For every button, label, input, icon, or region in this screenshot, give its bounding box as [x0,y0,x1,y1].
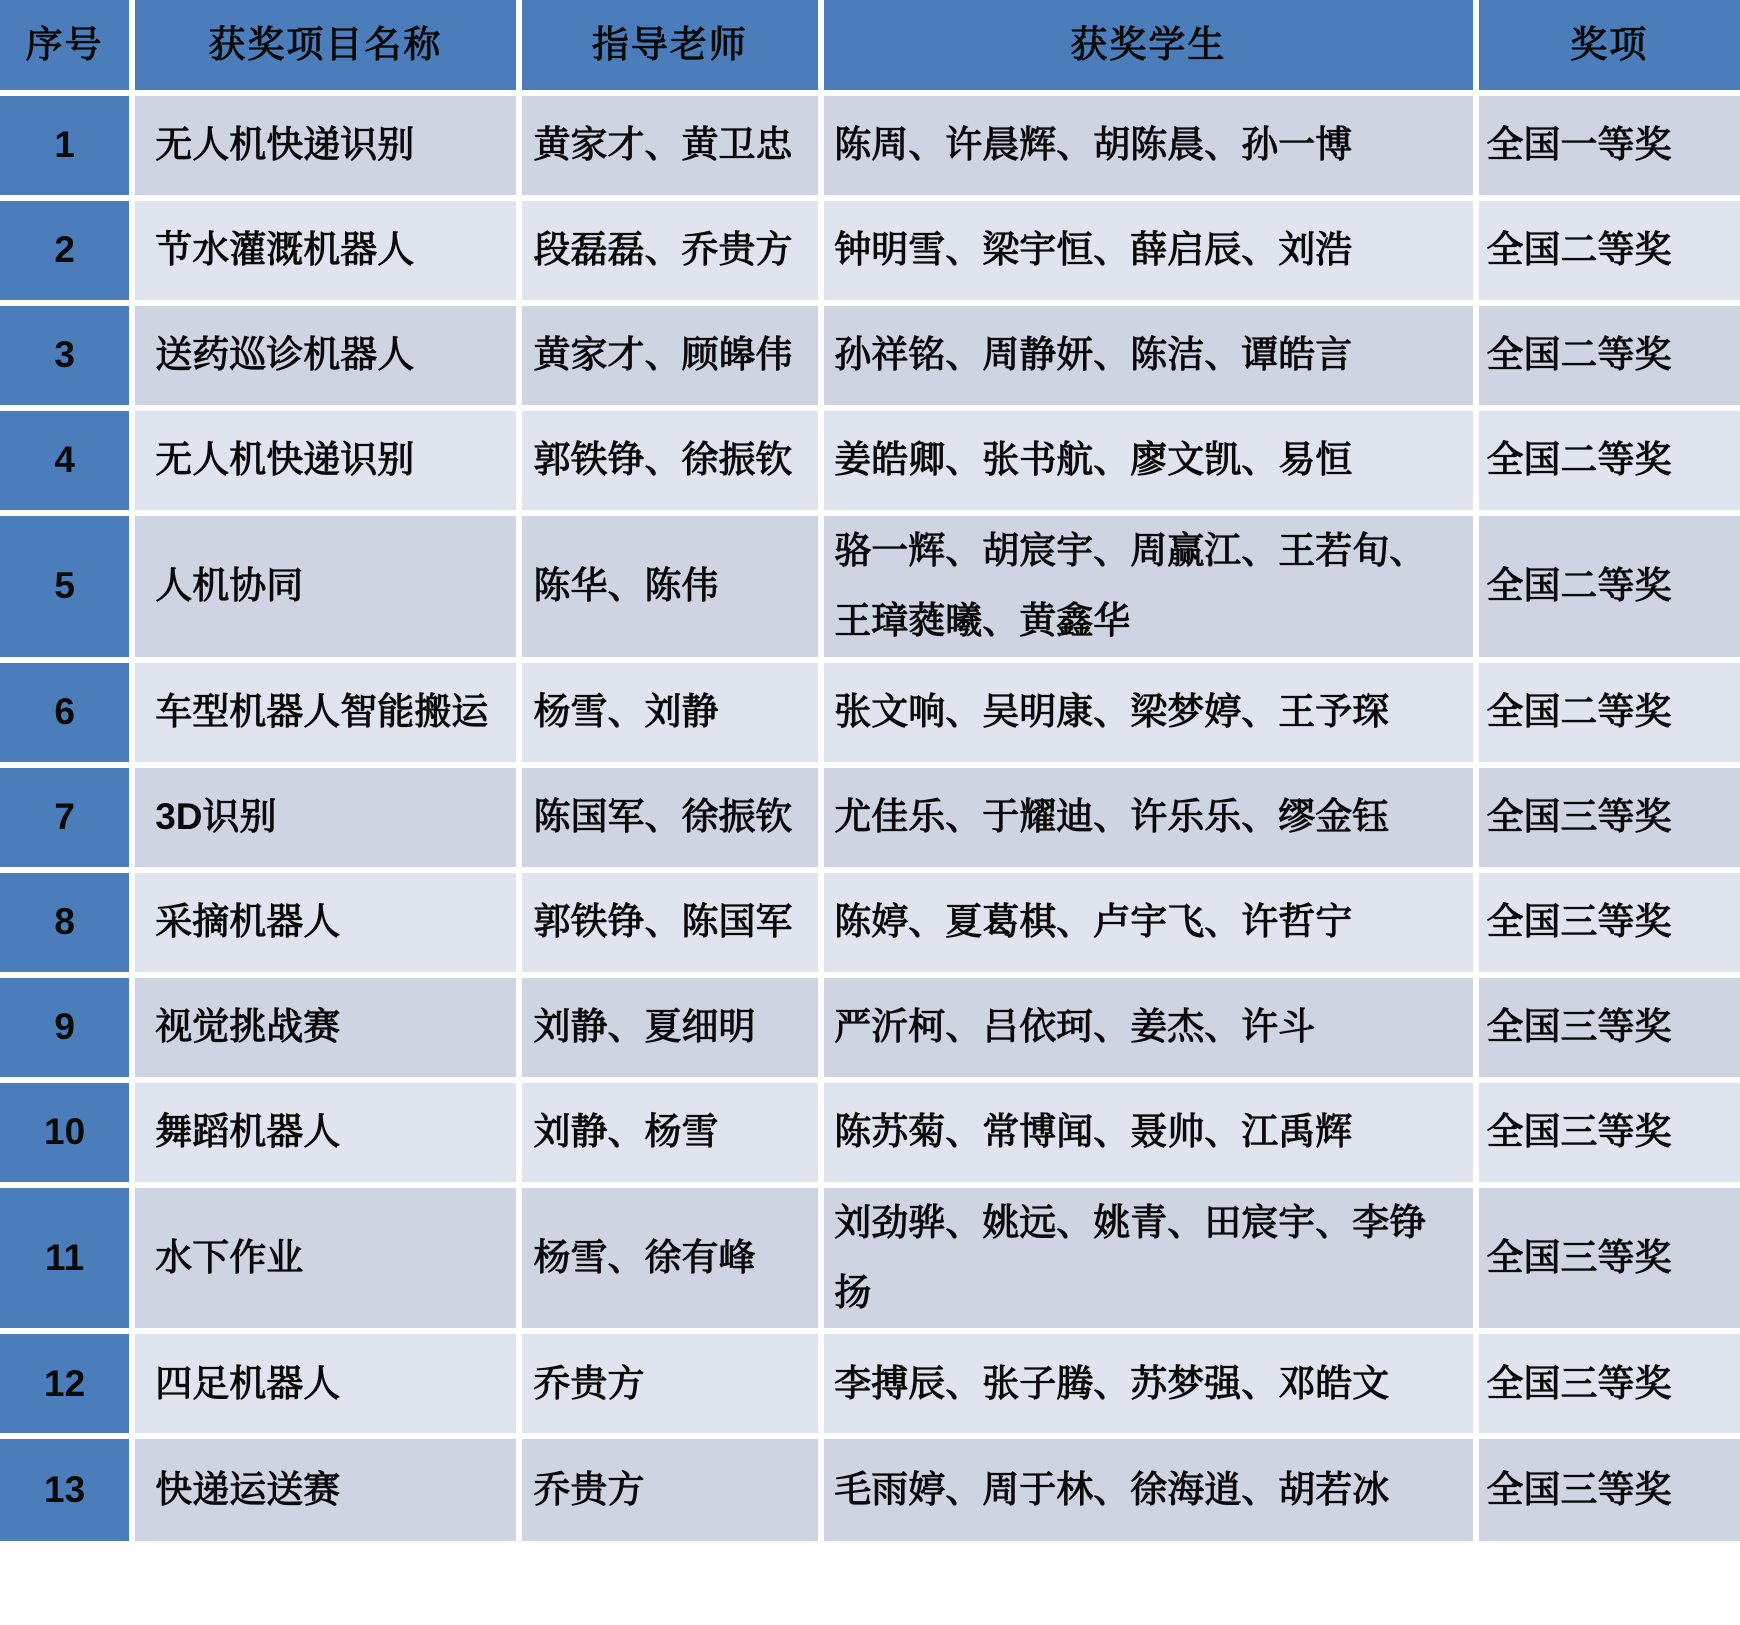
table-row [0,975,1740,1080]
award-cell: 全国三等奖 [1476,1185,1740,1332]
header-students: 获奖学生 [821,0,1475,93]
teachers-cell: 杨雪、刘静 [519,660,822,765]
row-number-cell: 11 [0,1185,132,1332]
teachers-cell: 刘静、夏细明 [519,975,822,1080]
students-cell: 陈苏菊、常博闻、聂帅、江禹辉 [821,1080,1475,1185]
table-body [0,93,1740,1541]
table-header-row [0,0,1740,93]
award-cell: 全国二等奖 [1476,198,1740,303]
award-cell: 全国三等奖 [1476,1080,1740,1185]
row-number-cell: 8 [0,870,132,975]
teachers-cell: 郭铁铮、徐振钦 [519,408,822,513]
project-cell: 人机协同 [132,513,518,660]
row-number-cell: 6 [0,660,132,765]
project-cell: 送药巡诊机器人 [132,303,518,408]
students-cell: 李搏辰、张子腾、苏梦强、邓皓文 [821,1331,1475,1436]
row-number-cell: 10 [0,1080,132,1185]
project-cell: 无人机快递识别 [132,408,518,513]
row-number-cell: 4 [0,408,132,513]
teachers-cell: 段磊磊、乔贵方 [519,198,822,303]
table-row [0,93,1740,198]
row-number-cell: 3 [0,303,132,408]
students-cell: 毛雨婷、周于林、徐海逍、胡若冰 [821,1436,1475,1541]
header-award: 奖项 [1476,0,1740,93]
teachers-cell: 刘静、杨雪 [519,1080,822,1185]
project-cell: 采摘机器人 [132,870,518,975]
table-row [0,1185,1740,1332]
teachers-cell: 陈国军、徐振钦 [519,765,822,870]
award-cell: 全国二等奖 [1476,408,1740,513]
students-cell: 陈周、许晨辉、胡陈晨、孙一博 [821,93,1475,198]
table-row [0,1331,1740,1436]
project-cell: 四足机器人 [132,1331,518,1436]
table-row [0,513,1740,660]
project-cell: 节水灌溉机器人 [132,198,518,303]
award-cell: 全国三等奖 [1476,1331,1740,1436]
project-cell: 舞蹈机器人 [132,1080,518,1185]
students-cell: 严沂柯、吕依珂、姜杰、许斗 [821,975,1475,1080]
header-teachers: 指导老师 [519,0,822,93]
award-cell: 全国三等奖 [1476,765,1740,870]
project-cell: 快递运送赛 [132,1436,518,1541]
row-number-cell: 9 [0,975,132,1080]
row-number-cell: 7 [0,765,132,870]
students-cell: 姜皓卿、张书航、廖文凯、易恒 [821,408,1475,513]
table-row [0,1436,1740,1541]
students-cell: 陈婷、夏葛棋、卢宇飞、许哲宁 [821,870,1475,975]
award-cell: 全国一等奖 [1476,93,1740,198]
project-cell: 水下作业 [132,1185,518,1332]
table-row [0,765,1740,870]
teachers-cell: 陈华、陈伟 [519,513,822,660]
award-cell: 全国三等奖 [1476,1436,1740,1541]
row-number-cell: 12 [0,1331,132,1436]
teachers-cell: 乔贵方 [519,1331,822,1436]
table-row [0,198,1740,303]
students-cell: 骆一辉、胡宸宇、周赢江、王若旬、王璋蕤曦、黄鑫华 [821,513,1475,660]
project-cell: 3D识别 [132,765,518,870]
award-cell: 全国三等奖 [1476,975,1740,1080]
students-cell: 刘劲骅、姚远、姚青、田宸宇、李铮扬 [821,1185,1475,1332]
teachers-cell: 杨雪、徐有峰 [519,1185,822,1332]
students-cell: 尤佳乐、于耀迪、许乐乐、缪金钰 [821,765,1475,870]
teachers-cell: 黄家才、黄卫忠 [519,93,822,198]
award-cell: 全国三等奖 [1476,870,1740,975]
project-cell: 车型机器人智能搬运 [132,660,518,765]
table-row [0,1080,1740,1185]
teachers-cell: 黄家才、顾皞伟 [519,303,822,408]
table-row [0,870,1740,975]
header-project: 获奖项目名称 [132,0,518,93]
students-cell: 张文响、吴明康、梁梦婷、王予琛 [821,660,1475,765]
teachers-cell: 郭铁铮、陈国军 [519,870,822,975]
table-row [0,408,1740,513]
table-row [0,660,1740,765]
award-cell: 全国二等奖 [1476,660,1740,765]
row-number-cell: 5 [0,513,132,660]
table-row [0,303,1740,408]
teachers-cell: 乔贵方 [519,1436,822,1541]
project-cell: 无人机快递识别 [132,93,518,198]
students-cell: 钟明雪、梁宇恒、薛启辰、刘浩 [821,198,1475,303]
row-number-cell: 1 [0,93,132,198]
header-no: 序号 [0,0,132,93]
students-cell: 孙祥铭、周静妍、陈洁、谭皓言 [821,303,1475,408]
row-number-cell: 2 [0,198,132,303]
award-cell: 全国二等奖 [1476,513,1740,660]
row-number-cell: 13 [0,1436,132,1541]
award-cell: 全国二等奖 [1476,303,1740,408]
project-cell: 视觉挑战赛 [132,975,518,1080]
